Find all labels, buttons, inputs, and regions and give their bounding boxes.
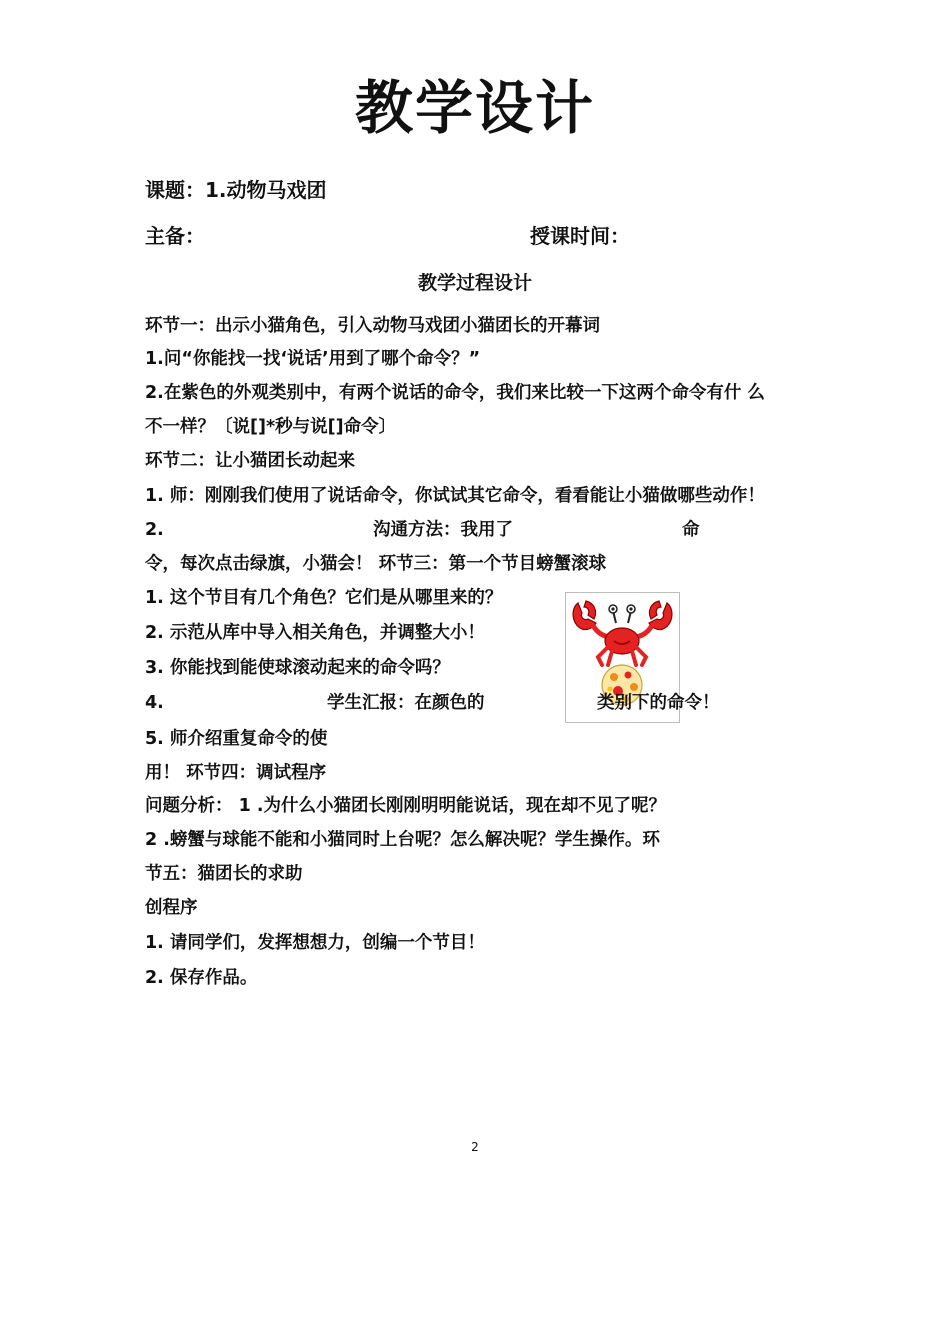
text-line: 1. 请同学们，发挥想想力，创编一个节目！	[145, 933, 485, 953]
document-title: 教学设计	[354, 74, 595, 142]
text-line: 1. 这个节目有几个角色？它们是从哪里来的？	[145, 588, 503, 608]
text-line: 1. 师：刚刚我们使用了说话命令，你试试其它命令，看看能让小猫做哪些动作！	[145, 486, 765, 506]
page-number: 2	[471, 1140, 479, 1154]
text-line: 1.问“你能找一找‘说话’用到了哪个命令？”	[145, 349, 481, 369]
teach-time-label: 授课时间：	[530, 224, 630, 248]
text-line-fragment: 命	[682, 520, 700, 540]
text-line-fragment: 学生汇报：在颜色的	[327, 693, 485, 713]
text-line: 问题分析： 1 .为什么小猫团长刚刚明明能说话，现在却不见了呢？	[145, 796, 667, 816]
preparer-label: 主备：	[145, 224, 205, 248]
text-line: 3. 你能找到能使球滚动起来的命令吗？	[145, 658, 450, 678]
text-line: 5. 师介绍重复命令的使	[145, 729, 328, 749]
text-line: 创程序	[145, 898, 198, 918]
text-line: 不一样？〔说[]*秒与说[]命令〕	[145, 417, 397, 437]
text-line: 2.在紫色的外观类别中，有两个说话的命令，我们来比较一下这两个命令有什 么	[145, 383, 765, 403]
text-line-fragment: 类别下的命令！	[597, 693, 720, 713]
text-line: 环节一：出示小猫角色，引入动物马戏团小猫团长的开幕词	[145, 316, 600, 336]
text-line: 环节二：让小猫团长动起来	[145, 451, 355, 471]
text-line: 用！ 环节四：调试程序	[145, 763, 327, 783]
text-line: 2 .螃蟹与球能不能和小猫同时上台呢？怎么解决呢？学生操作。环	[145, 830, 660, 850]
text-line-fragment: 2.	[145, 520, 164, 540]
section-title: 教学过程设计	[417, 272, 532, 294]
text-line-fragment: 4.	[145, 693, 164, 713]
text-line: 2. 示范从库中导入相关角色，并调整大小！	[145, 623, 485, 643]
text-line: 2. 保存作品。	[145, 968, 258, 988]
lesson-topic: 课题：1.动物马戏团	[145, 178, 327, 202]
text-line-fragment: 沟通方法：我用了	[373, 520, 513, 540]
text-line: 令，每次点击绿旗，小猫会！ 环节三：第一个节目螃蟹滚球	[145, 554, 607, 574]
text-line: 节五：猫团长的求助	[145, 864, 303, 884]
